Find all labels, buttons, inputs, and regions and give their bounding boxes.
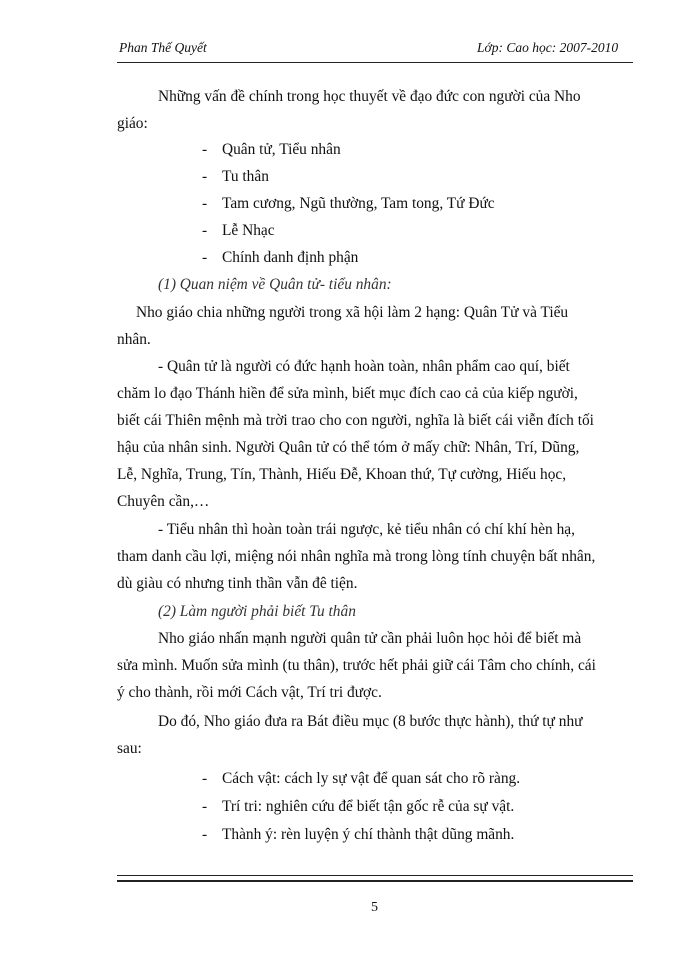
header-rule	[117, 62, 633, 63]
section2-heading: (2) Làm người phải biết Tu thân	[158, 603, 356, 620]
section1-p1-line-1: Nho giáo chia những người trong xã hội làm 2 hạng: Quân Tử và Tiểu	[136, 304, 569, 321]
intro-line-1: Những vấn đề chính trong học thuyết về đạo đức con người của Nho	[158, 88, 581, 105]
list-bullet: -	[202, 770, 208, 787]
step-item: Thành ý: rèn luyện ý chí thành thật dũng mãnh.	[222, 826, 515, 843]
topic-item: Chính danh định phận	[222, 249, 359, 266]
list-bullet: -	[202, 168, 208, 185]
section1-p3-line: - Tiểu nhân thì hoàn toàn trái ngược, kẻ tiểu nhân có chí khí hèn hạ,	[158, 521, 575, 538]
topic-item: Tu thân	[222, 168, 269, 185]
section1-p2-line: Chuyên cần,…	[117, 493, 210, 510]
list-bullet: -	[202, 141, 208, 158]
footer-rule-top	[117, 875, 633, 876]
section1-p2-line: hậu của nhân sinh. Người Quân tử có thể tóm ở mấy chữ: Nhân, Trí, Dũng,	[117, 439, 580, 456]
page-number: 5	[371, 900, 378, 915]
footer-rule-bottom	[117, 880, 633, 882]
section2-p2-line-2: sau:	[117, 740, 142, 757]
section2-p1-line: sửa mình. Muốn sửa mình (tu thân), trước hết phải giữ cái Tâm cho chính, cái	[117, 657, 596, 674]
section2-p1-line: ý cho thành, rồi mới Cách vật, Trí tri được.	[117, 684, 382, 701]
topic-item: Lễ Nhạc	[222, 222, 275, 239]
topic-item: Quân tử, Tiểu nhân	[222, 141, 341, 158]
header-author: Phan Thế Quyết	[119, 40, 207, 55]
section1-p3-line: tham danh cầu lợi, miệng nói nhân nghĩa mà trong lòng tính chuyện bất nhân,	[117, 548, 596, 565]
section1-p2-line: Lễ, Nghĩa, Trung, Tín, Thành, Hiếu Đễ, Khoan thứ, Tự cường, Hiếu học,	[117, 466, 567, 483]
section2-p1-line: Nho giáo nhấn mạnh người quân tử cần phải luôn học hỏi để biết mà	[158, 630, 582, 647]
list-bullet: -	[202, 249, 208, 266]
header-class: Lớp: Cao học: 2007-2010	[477, 40, 619, 55]
section1-p3-line: dù giàu có nhưng tinh thần vẫn đê tiện.	[117, 575, 358, 592]
section1-heading: (1) Quan niệm về Quân tử- tiểu nhân:	[158, 276, 392, 293]
list-bullet: -	[202, 195, 208, 212]
intro-line-2: giáo:	[117, 115, 148, 132]
list-bullet: -	[202, 222, 208, 239]
section1-p1-line-2: nhân.	[117, 331, 151, 348]
topic-item: Tam cương, Ngũ thường, Tam tong, Tứ Đức	[222, 195, 495, 212]
section2-p2-line-1: Do đó, Nho giáo đưa ra Bát điều mục (8 bước thực hành), thứ tự như	[158, 713, 583, 730]
list-bullet: -	[202, 826, 208, 843]
step-item: Trí tri: nghiên cứu để biết tận gốc rễ của sự vật.	[222, 798, 515, 815]
section1-p2-line: chăm lo đạo Thánh hiền để sửa mình, biết mục đích cao cả của kiếp người,	[117, 385, 578, 402]
section1-p2-line: biết cái Thiên mệnh mà trời trao cho con người, nghĩa là biết cái viễn đích tối	[117, 412, 594, 429]
section1-p2-line: - Quân tử là người có đức hạnh hoàn toàn, nhân phẩm cao quí, biết	[158, 358, 570, 375]
list-bullet: -	[202, 798, 208, 815]
step-item: Cách vật: cách ly sự vật để quan sát cho rõ ràng.	[222, 770, 521, 787]
